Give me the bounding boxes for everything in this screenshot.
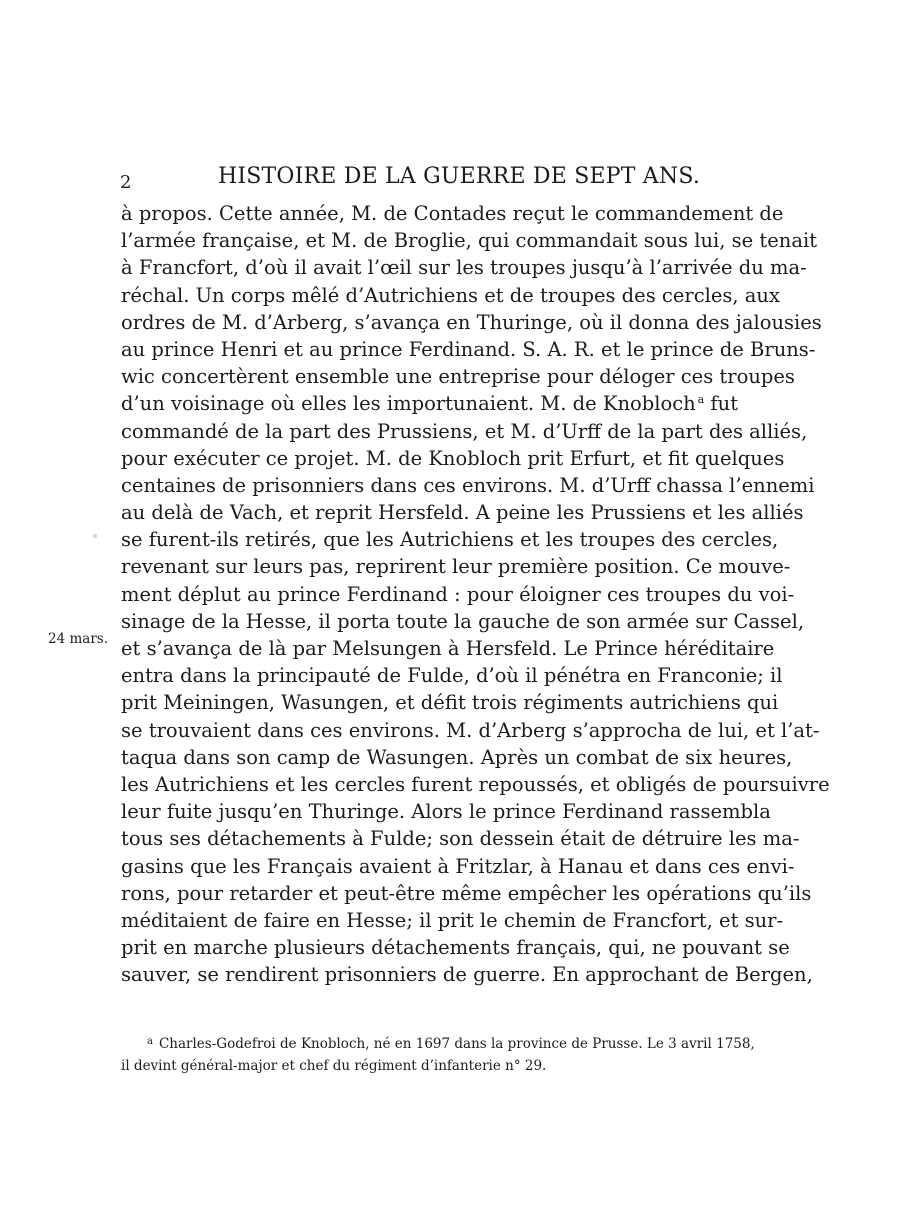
page-header xyxy=(120,164,740,204)
margin-note-date: 24 mars. xyxy=(48,631,108,647)
text-line: l’armée française, et M. de Broglie, qui commandait sous lui, se tenait xyxy=(121,229,818,253)
text-line: leur fuite jusqu’en Thuringe. Alors le prince Ferdinand rassembla xyxy=(121,800,771,824)
running-title: HISTOIRE DE LA GUERRE DE SEPT ANS. xyxy=(218,164,701,189)
text-line: ment déplut au prince Ferdinand : pour éloigner ces troupes du voi- xyxy=(121,582,795,606)
body-text xyxy=(121,200,830,988)
text-line: entra dans la principauté de Fulde, d’où il pénétra en Franconie; il xyxy=(121,664,783,688)
text-segment: d’un voisinage où elles les importunaient. M. de Knobloch xyxy=(121,392,696,416)
footnote-text: Charles-Godefroi de Knobloch, né en 1697 dans la province de Prusse. Le 3 avril 1758, xyxy=(158,1036,755,1052)
text-line: prit en marche plusieurs détachements français, qui, ne pouvant se xyxy=(121,936,790,960)
text-line: prit Meiningen, Wasungen, et défit trois régiments autrichiens qui xyxy=(121,691,779,715)
text-line: se furent-ils retirés, que les Autrichiens et les troupes des cercles, xyxy=(121,528,779,552)
text-line: sinage de la Hesse, il porta toute la gauche de son armée sur Cassel, xyxy=(121,609,805,633)
text-line: à Francfort, d’où il avait l’œil sur les troupes jusqu’à l’arrivée du ma- xyxy=(121,256,807,280)
text-line: wic concertèrent ensemble une entreprise pour déloger ces troupes xyxy=(121,365,795,389)
footnote-line xyxy=(121,1030,755,1054)
text-line: au prince Henri et au prince Ferdinand. S. A. R. et le prince de Bruns- xyxy=(121,337,816,361)
text-line: et s’avança de là par Melsungen à Hersfeld. Le Prince héréditaire xyxy=(121,637,775,660)
text-line: taqua dans son camp de Wasungen. Après un combat de six heures, xyxy=(121,745,793,769)
text-segment: fut xyxy=(710,392,739,416)
page-number: 2 xyxy=(120,172,132,193)
text-line: réchal. Un corps mêlé d’Autrichiens et de troupes des cercles, aux xyxy=(121,283,780,307)
text-line: se trouvaient dans ces environs. M. d’Arberg s’approcha de lui, et l’at- xyxy=(121,718,820,742)
footnote-reference: a xyxy=(697,393,705,407)
text-line-with-note-ref xyxy=(121,390,739,417)
text-line: sauver, se rendirent prisonniers de guerre. En approchant de Bergen, xyxy=(121,963,813,987)
text-line: gasins que les Français avaient à Fritzlar, à Hanau et dans ces envi- xyxy=(121,854,795,878)
text-line: méditaient de faire en Hesse; il prit le chemin de Francfort, et sur- xyxy=(121,908,784,932)
text-line: commandé de la part des Prussiens, et M. d’Urff de la part des alliés, xyxy=(121,419,808,443)
text-line: centaines de prisonniers dans ces environs. M. d’Urff chassa l’ennemi xyxy=(121,473,815,497)
text-line: pour exécuter ce projet. M. de Knobloch prit Erfurt, et fit quelques xyxy=(121,446,785,470)
text-line: rons, pour retarder et peut-être même empêcher les opérations qu’ils xyxy=(121,881,812,905)
text-line: au delà de Vach, et reprit Hersfeld. A peine les Prussiens et les alliés xyxy=(121,501,804,525)
footnote-line: il devint général-major et chef du régiment d’infanterie n° 29. xyxy=(121,1058,547,1074)
text-line: revenant sur leurs pas, reprirent leur première position. Ce mouve- xyxy=(121,555,791,579)
text-line: ordres de M. d’Arberg, s’avança en Thuringe, où il donna des jalousies xyxy=(121,310,822,334)
paper-speck xyxy=(93,534,97,538)
footnotes xyxy=(121,1030,755,1078)
text-line: les Autrichiens et les cercles furent repoussés, et obligés de poursuivre xyxy=(121,772,830,796)
text-line: à propos. Cette année, M. de Contades reçut le commandement de xyxy=(121,202,784,225)
text-line: tous ses détachements à Fulde; son dessein était de détruire les ma- xyxy=(121,827,800,851)
footnote-marker: a xyxy=(147,1036,153,1047)
